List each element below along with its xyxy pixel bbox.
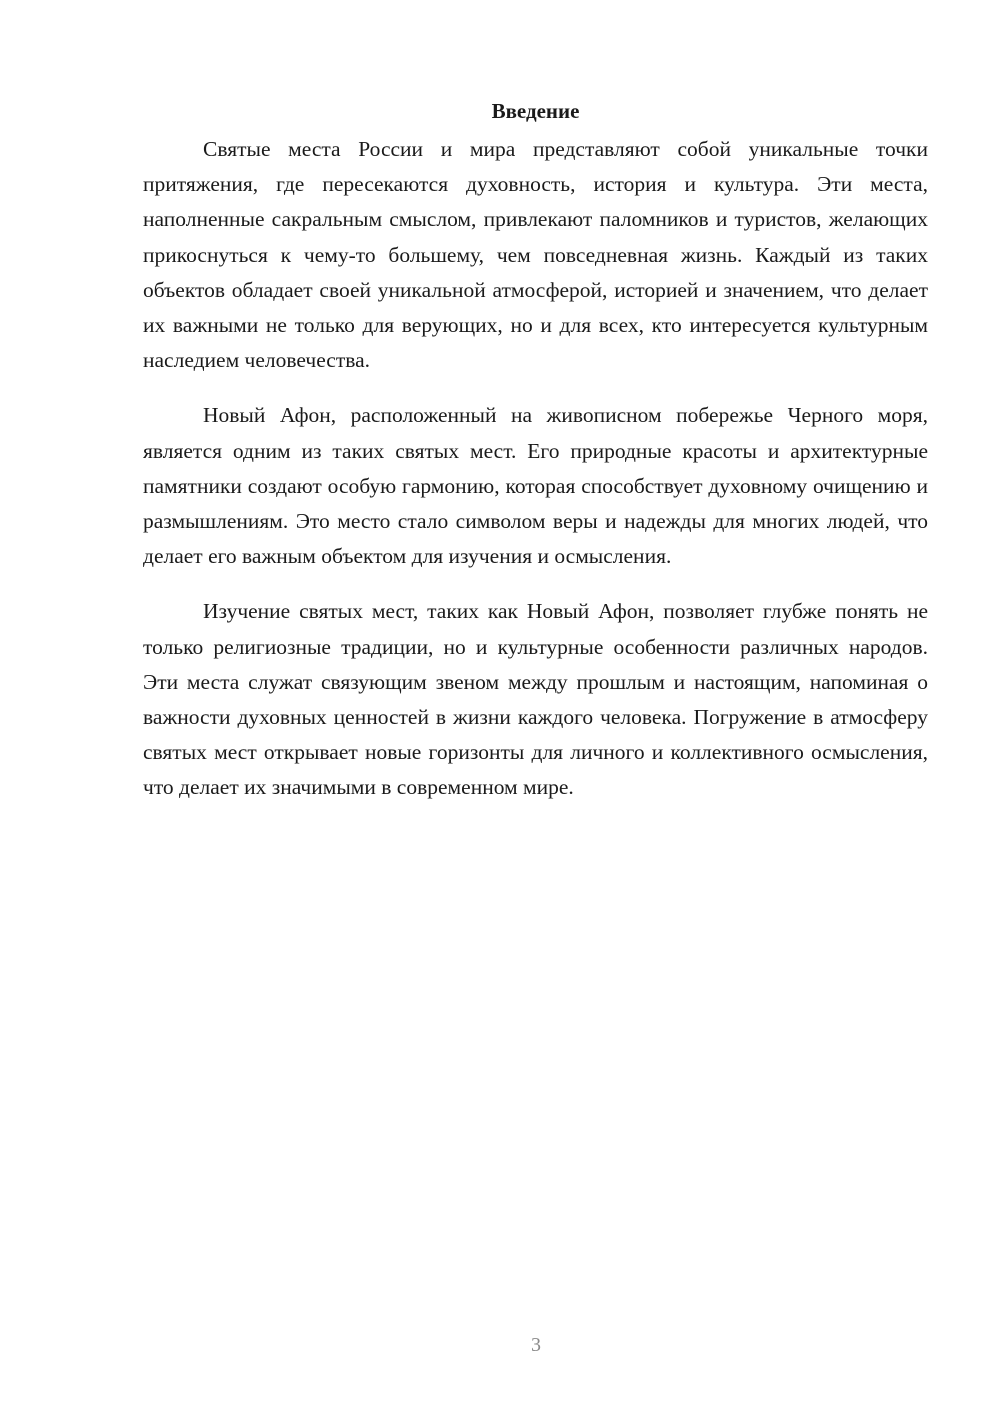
paragraph-3: Изучение святых мест, таких как Новый Афон, позволяет глубже понять не только религиозные традиции, но и культурные особенности различных народов. Эти места служат связующим звеном между прошлым и настоящим, напоминая о важности духовных ценностей в жизни каждого человека. Погружение в атмосферу святых мест открывает новые горизонты для личного и коллективного осмысления, что делает их значимыми в современном мире.: [143, 599, 928, 800]
paragraph-1: Святые места России и мира представляют собой уникальные точки притяжения, где пересекаются духовность, история и культура. Эти места, наполненные сакральным смыслом, привлекают паломников и туристов, желающих прикоснуться к чему-то большему, чем повседневная жизнь. Каждый из таких объектов обладает своей уникальной атмосферой, историей и значением, что делает их важными не только для верующих, но и для всех, кто интересуется культурным наследием человечества.: [143, 137, 928, 373]
paragraph-2: Новый Афон, расположенный на живописном побережье Черного моря, является одним из таких святых мест. Его природные красоты и архитектурные памятники создают особую гармонию, которая способствует духовному очищению и размышлениям. Это место стало символом веры и надежды для многих людей, что делает его важным объектом для изучения и осмысления.: [143, 403, 928, 569]
page-body: [143, 96, 928, 826]
section-heading: Введение: [491, 99, 580, 123]
page-number: 3: [531, 1334, 541, 1356]
